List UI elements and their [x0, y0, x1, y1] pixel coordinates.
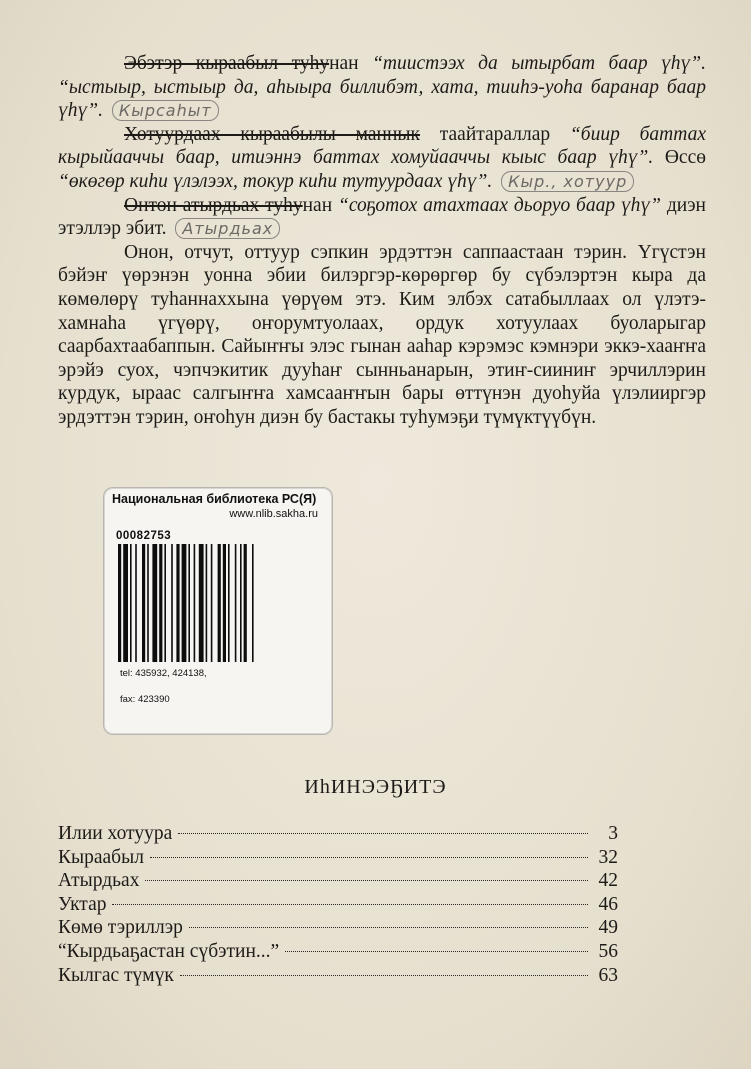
toc-entry: [58, 965, 618, 989]
toc-leader-dots: [150, 856, 588, 858]
riddle-quote: “соҕотох атахтаах дьоруо баар үһү”: [337, 194, 662, 216]
toc-leader-dots: [285, 950, 588, 952]
handwritten-note: Кыр., хотуур: [501, 171, 634, 192]
handwritten-note: Атырдьах: [175, 218, 280, 239]
toc-title: ИһИНЭЭҔИТЭ: [304, 776, 447, 798]
toc-leader-dots: [180, 974, 588, 976]
toc-entry-label: Көмө тэриллэр: [58, 917, 183, 939]
toc-entry-page: 3: [608, 823, 618, 844]
toc-entry-label: “Кырдьаҕастан сүбэтин...”: [58, 940, 280, 962]
library-barcode-stamp: [103, 487, 333, 735]
toc-leader-dots: [145, 879, 588, 881]
toc-entry-label: Илии хотуура: [58, 823, 173, 844]
riddle-quote: “биир баттах кырыйааччы баар, итиэннэ баттах хомуйааччы кыыс баар үһү”.: [58, 123, 706, 169]
struck-text: Онтон атырдьах туһу: [124, 194, 303, 216]
toc-leader-dots: [189, 926, 588, 928]
barcode-number: 00082753: [116, 530, 172, 542]
toc-entry: [58, 917, 618, 941]
body-text: [58, 52, 706, 430]
toc-entry-page: 46: [598, 893, 618, 915]
toc-entry-label: Уктар: [58, 893, 107, 915]
struck-text: Эбэтэр кыраабыл туһу: [124, 53, 330, 74]
paragraph-riddle-kyraabyl: Эбэтэр кыраабыл туһунан “тиистээх да ытырбат баар үһү”. “ыстыыр, ыстыыр да, аһыыра биллибэт, хата, тииһэ-уоһа баранар баар үһү”. Кырсаһыт: [58, 53, 707, 122]
toc-entry-page: 42: [598, 870, 618, 892]
library-fax: fax: 423390: [120, 694, 170, 705]
riddle-quote-2: “өкөгөр киһи үлэлээх, токур киһи тутуурдаах үһү”.: [58, 170, 493, 192]
library-url: www.nlib.sakha.ru: [229, 508, 318, 520]
paragraph-riddle-atyrdyakh: Онтон атырдьах туһунан “соҕотох атахтаах дьоруо баар үһү” диэн этэллэр эбит. Атырдьах: [58, 194, 706, 240]
toc-entry: [58, 870, 618, 894]
library-phone: tel: 435932, 424138,: [120, 668, 207, 679]
handwritten-note: Кырсаһыт: [112, 100, 219, 121]
toc-leader-dots: [112, 903, 588, 905]
toc-entry-page: 63: [598, 964, 618, 986]
paragraph-riddle-khotuur: Хотуурдаах кыраабылы маннык таайтараллар “биир баттах кырыйааччы баар, итиэннэ баттах хомуйааччы кыыс баар үһү”. Өссө “өкөгөр киһи үлэлээх, токур киһи тутуурдаах үһү”. Кыр., хотуур: [58, 123, 706, 192]
toc-leader-dots: [178, 832, 588, 834]
toc-entry-label: Кыраабыл: [58, 846, 144, 868]
toc-entry: [58, 894, 618, 918]
riddle-quote: “тиистээх да ытырбат баар үһү”. “ыстыыр, ыстыыр да, аһыыра биллибэт, хата, тииһэ-уоһа баранар баар үһү”.: [58, 53, 707, 122]
toc-entry-page: 32: [598, 846, 618, 868]
toc-entry-page: 56: [598, 940, 618, 962]
toc-entry: [58, 847, 618, 871]
toc-entry-label: Атырдьах: [58, 870, 140, 892]
library-name: Национальная библиотека РС(Я): [112, 492, 317, 506]
toc-entry-label: Кылгас түмүк: [58, 964, 174, 986]
main-paragraph: Онон, отчут, оттуур сэпкин эрдэттэн саппаастаан тэрин. Үгүстэн бэйэҥ үөрэнэн уонна эбии билэргэр-көрөргөр бу сүбэлэртэн кыра да көмөлөрү туһаннаххына үөрүөм этэ. Ким элбэх сатабыллаах ол үлэтэ-хамнаһа үгүөрү, оҥорумтуолаах, ордук хотуулаах буоларыгар саарбахтаабаппын. Сайыҥҥы элэс гынан ааһар кэрэмэс кэмнэри эккэ-хааҥҥа эрэйэ суох, чэпчэкитик дууһаҥ сынньанарын, этиҥ-сииниҥ эрчиллэрин курдук, ыраас салгыҥҥа хамсааҥҥын бары өттүнэн дуоһуйа үлэлииргэр эрдэттэн тэрин, оҥоһун диэн бу бастакы туһумэҕи түмүктүүбүн.: [58, 241, 706, 428]
toc-entry: [58, 941, 618, 965]
table-of-contents: [58, 823, 618, 988]
toc-entry: [58, 823, 618, 847]
struck-text: Хотуурдаах кыраабылы маннык: [124, 123, 420, 145]
toc-entry-page: 49: [598, 917, 618, 939]
barcode-icon: [118, 544, 318, 664]
